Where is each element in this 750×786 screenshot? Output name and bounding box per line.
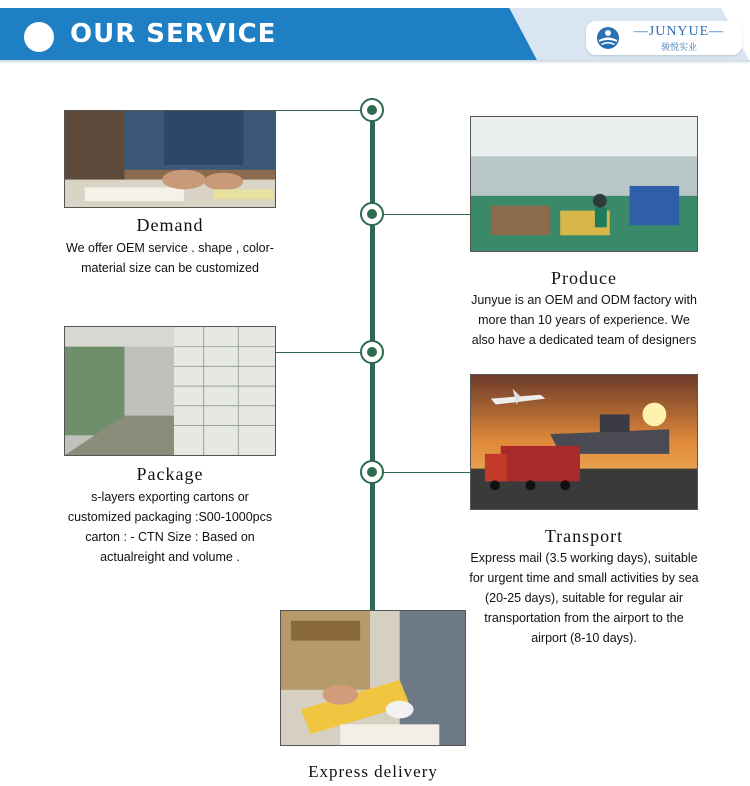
timeline-node-demand [360, 98, 384, 122]
connector-package [276, 352, 372, 353]
logo-globe-icon [596, 26, 620, 50]
connector-demand [276, 110, 372, 111]
banner-shadow [0, 60, 750, 64]
transport-photo [470, 374, 698, 510]
connector-transport [374, 472, 470, 473]
timeline-node-transport [360, 460, 384, 484]
step-title-transport: Transport [544, 526, 624, 546]
produce-photo [470, 116, 698, 252]
demand-photo [64, 110, 276, 208]
step-title-produce: Produce [551, 268, 617, 288]
connector-produce [374, 214, 470, 215]
step-desc-transport: Express mail (3.5 working days), suitable for urgent time and small activities by sea (20-25 days), suitable for regular air transportation from the airport to the airport (8-10 days). [469, 551, 699, 645]
page-title: OUR SERVICE [70, 19, 277, 49]
package-photo [64, 326, 276, 456]
step-title-express-delivery: Express delivery [308, 762, 438, 781]
brand-logo [586, 21, 742, 55]
timeline-node-package [360, 340, 384, 364]
timeline-node-produce [360, 202, 384, 226]
step-desc-demand: We offer OEM service . shape , color-material size can be customized [66, 241, 274, 275]
step-title-package: Package [136, 464, 204, 484]
header-banner [0, 0, 750, 64]
logo-subtitle: 骏悦实业 [660, 42, 697, 52]
express-delivery-photo [280, 610, 466, 746]
logo-name: —JUNYUE— [633, 24, 725, 39]
step-title-demand: Demand [136, 215, 204, 235]
bullet-circle-icon [24, 22, 54, 52]
step-desc-package: s-layers exporting cartons or customized packaging :S00-1000pcs carton : - CTN Size : Based on actualreight and volume . [67, 490, 273, 564]
step-desc-produce: Junyue is an OEM and ODM factory with more than 10 years of experience. We also have a dedicated team of designers [471, 293, 697, 347]
